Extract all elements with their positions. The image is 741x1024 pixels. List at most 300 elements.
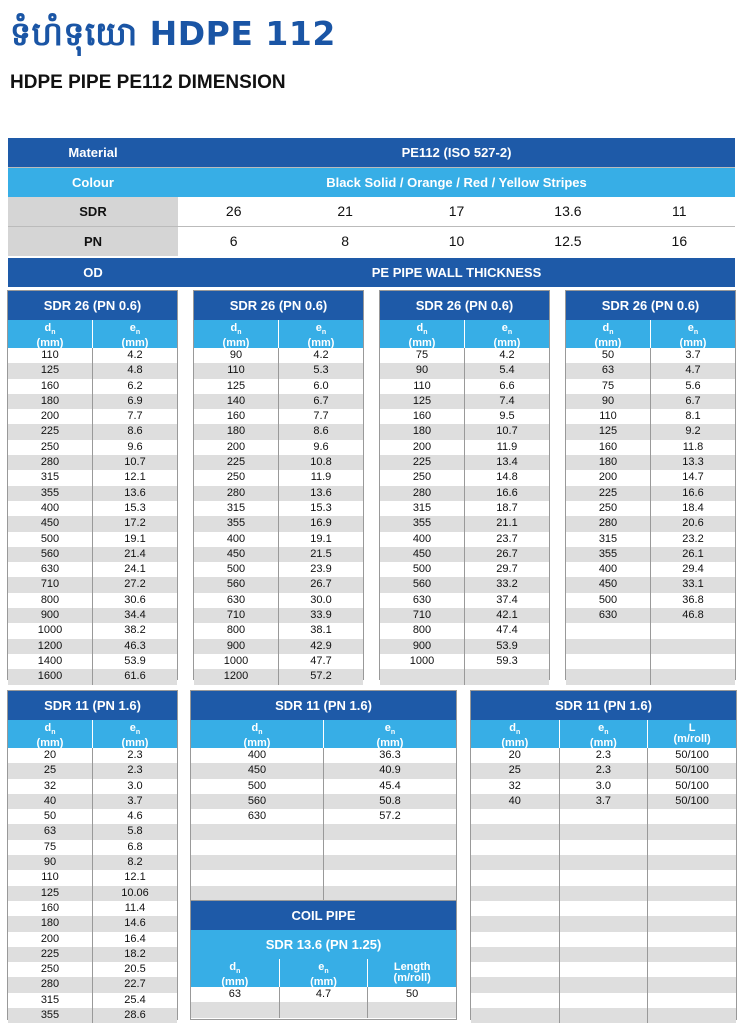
- table-cell: 6.7: [685, 394, 701, 407]
- table-row: [194, 486, 363, 501]
- table-cell: 12.1: [124, 471, 146, 484]
- table-cell: 11.4: [124, 901, 146, 914]
- table-cell: 280: [194, 486, 279, 501]
- table-body: [8, 348, 177, 685]
- table-row: [8, 809, 177, 824]
- table-row: [8, 440, 177, 455]
- table-cell: 37.4: [496, 593, 518, 606]
- table-row: [8, 824, 177, 839]
- od-label: OD: [83, 265, 103, 280]
- table-cell: 110: [380, 379, 465, 394]
- table-row: [566, 379, 735, 394]
- table-cell: 225: [8, 947, 93, 962]
- table-row: [380, 577, 549, 592]
- table-row: [380, 562, 549, 577]
- table-row: [566, 348, 735, 363]
- table-cell: 1000: [194, 654, 279, 669]
- table-cell: 33.2: [496, 578, 518, 591]
- table-cell: 160: [8, 901, 93, 916]
- table-row: [194, 440, 363, 455]
- table-cell: 355: [380, 516, 465, 531]
- table-body: [566, 348, 735, 685]
- table-row: [566, 363, 735, 378]
- table-row: [194, 501, 363, 516]
- table-cell: 250: [8, 962, 93, 977]
- sdr-label: SDR: [8, 197, 178, 226]
- table-cell: 250: [566, 501, 651, 516]
- table-cell: [471, 932, 560, 947]
- table-cell: 9.5: [499, 410, 515, 423]
- table-row: [194, 516, 363, 531]
- table-row: [194, 562, 363, 577]
- table-cell: 180: [8, 394, 93, 409]
- table-row: [191, 1002, 456, 1017]
- table-row: [471, 779, 736, 794]
- table-cell: 16.6: [682, 486, 704, 499]
- table-cell: 450: [8, 516, 93, 531]
- table-row: [566, 424, 735, 439]
- table-cell: 450: [191, 763, 324, 778]
- table-cell: 710: [380, 608, 465, 623]
- sdr-value: 11: [672, 203, 687, 219]
- column-header: $e_n$ (mm): [121, 722, 149, 750]
- material-value: PE112 (ISO 527-2): [401, 145, 512, 160]
- table-cell: 63: [8, 824, 93, 839]
- table-cell: 560: [8, 547, 93, 562]
- table-cell: [191, 886, 324, 901]
- table-row: [8, 501, 177, 516]
- table-cell: 50/100: [675, 764, 709, 777]
- table-cell: 10.06: [121, 886, 149, 899]
- table-row: [8, 409, 177, 424]
- table-cell: 500: [8, 532, 93, 547]
- table-cell: 400: [8, 501, 93, 516]
- table-subheader: [191, 959, 456, 987]
- table-cell: 17.2: [124, 517, 146, 530]
- table-cell: [471, 993, 560, 1008]
- table-cell: 30.6: [124, 593, 146, 606]
- table-cell: [560, 932, 649, 947]
- table-cell: 180: [380, 424, 465, 439]
- table-row: [8, 669, 177, 684]
- table-cell: [471, 1008, 560, 1023]
- table-body: [471, 748, 736, 1023]
- sdr-value: 17: [448, 203, 465, 219]
- table-row: [566, 654, 735, 669]
- table-cell: 4.2: [499, 349, 515, 361]
- table-cell: 200: [566, 470, 651, 485]
- table-row: [194, 577, 363, 592]
- table-row: [8, 916, 177, 931]
- table-cell: [471, 962, 560, 977]
- table-cell: 630: [194, 593, 279, 608]
- table-cell: 75: [566, 379, 651, 394]
- table-cell: [560, 916, 649, 931]
- table-row: [8, 486, 177, 501]
- table-cell: 315: [8, 470, 93, 485]
- table-cell: 29.7: [496, 563, 518, 576]
- page-title: ទំហំទុយោ HDPE 112: [10, 14, 336, 53]
- sdr-value: 13.6: [554, 203, 582, 219]
- table-cell: 59.3: [496, 654, 518, 667]
- table-cell: 14.8: [496, 471, 518, 484]
- table-cell: 125: [566, 424, 651, 439]
- table-subheader: [471, 720, 736, 748]
- column-header: $d_n$ (mm): [566, 320, 651, 348]
- table-row: [566, 394, 735, 409]
- table-cell: 125: [380, 394, 465, 409]
- table-row: [8, 470, 177, 485]
- table-cell: 900: [8, 608, 93, 623]
- table-cell: [560, 993, 649, 1008]
- table-row: [8, 654, 177, 669]
- table-cell: 4.2: [127, 349, 143, 361]
- column-header: $d_n$ (mm): [8, 320, 93, 348]
- table-row: [194, 593, 363, 608]
- table-cell: 250: [8, 440, 93, 455]
- table-cell: 1600: [8, 669, 93, 684]
- table-cell: 800: [194, 623, 279, 638]
- table-cell: 2.3: [127, 749, 143, 761]
- pn-value: 8: [341, 233, 349, 249]
- table-cell: 8.1: [685, 410, 701, 423]
- table-cell: 160: [566, 440, 651, 455]
- column-header: Length (m/roll): [393, 961, 431, 984]
- table-cell: 21.5: [310, 547, 332, 560]
- table-row: [8, 608, 177, 623]
- table-cell: [648, 947, 736, 962]
- table-cell: 9.2: [685, 425, 701, 438]
- table-row: [566, 455, 735, 470]
- table-cell: 20.6: [682, 517, 704, 530]
- colour-row: [8, 168, 735, 197]
- table-cell: 7.7: [127, 410, 143, 423]
- table-cell: 25.4: [124, 993, 146, 1006]
- table-cell: 20: [8, 748, 93, 763]
- table-cell: 21.4: [124, 547, 146, 560]
- table-cell: 14.6: [124, 917, 146, 930]
- table-row: [194, 394, 363, 409]
- table-cell: 1400: [8, 654, 93, 669]
- table-row: [380, 608, 549, 623]
- table-row: [194, 639, 363, 654]
- column-header: $e_n$ (mm): [376, 722, 404, 750]
- table-cell: [324, 824, 456, 839]
- table-cell: 400: [191, 748, 324, 763]
- table-cell: [651, 623, 735, 638]
- table-row: [8, 516, 177, 531]
- table-row: [471, 855, 736, 870]
- table-cell: 800: [380, 623, 465, 638]
- table-cell: 24.1: [124, 563, 146, 576]
- table-cell: [471, 916, 560, 931]
- table-cell: 280: [566, 516, 651, 531]
- table-row: [8, 855, 177, 870]
- table-cell: 40.9: [379, 764, 401, 777]
- column-header: $e_n$ (mm): [493, 322, 521, 350]
- table-cell: 50: [406, 988, 419, 1000]
- table-row: [380, 593, 549, 608]
- table-cell: 10.7: [124, 456, 146, 469]
- table-row: [380, 486, 549, 501]
- table-cell: 200: [194, 440, 279, 455]
- table-cell: 27.2: [124, 578, 146, 591]
- table-cell: 14.7: [682, 471, 704, 484]
- table-cell: 50: [566, 348, 651, 363]
- material-row: [8, 138, 735, 168]
- table-row: [471, 993, 736, 1008]
- table-row: [8, 424, 177, 439]
- table-cell: 11.9: [310, 471, 332, 484]
- table-cell: [560, 809, 649, 824]
- table-cell: 355: [566, 547, 651, 562]
- table-cell: [471, 901, 560, 916]
- table-cell: [566, 669, 651, 684]
- table-cell: [324, 855, 456, 870]
- table-cell: 25: [471, 763, 560, 778]
- column-header: $e_n$ (mm): [121, 322, 149, 350]
- table-cell: 21.1: [496, 517, 518, 530]
- column-header: $d_n$ (mm): [194, 320, 279, 348]
- table-cell: 900: [380, 639, 465, 654]
- table-cell: 3.0: [127, 779, 143, 792]
- table-row: [194, 608, 363, 623]
- table-cell: 1200: [194, 669, 279, 684]
- table-title: SDR 26 (PN 0.6): [566, 291, 735, 320]
- table-cell: [560, 977, 649, 992]
- table-cell: [566, 623, 651, 638]
- table-cell: 2.3: [560, 748, 649, 763]
- table-cell: [560, 855, 649, 870]
- table-row: [8, 748, 177, 763]
- pn-row: [8, 227, 735, 256]
- table-row: [8, 901, 177, 916]
- table-cell: 53.9: [496, 639, 518, 652]
- table-cell: 315: [566, 532, 651, 547]
- table-row: [194, 669, 363, 684]
- table-row: [566, 593, 735, 608]
- table-cell: 40: [471, 794, 560, 809]
- spec-table: [8, 138, 735, 287]
- table-cell: [324, 840, 456, 855]
- table-cell: 47.4: [496, 624, 518, 637]
- table-cell: 630: [8, 562, 93, 577]
- table-cell: [471, 947, 560, 962]
- table-cell: [560, 824, 649, 839]
- table-cell: 315: [8, 993, 93, 1008]
- sdr26-table-2: [193, 290, 364, 683]
- table-body: [191, 987, 456, 1018]
- table-cell: 630: [566, 608, 651, 623]
- table-cell: 1000: [8, 623, 93, 638]
- sdr-value: 21: [337, 203, 353, 219]
- table-row: [566, 409, 735, 424]
- table-row: [380, 424, 549, 439]
- table-row: [8, 348, 177, 363]
- table-cell: [648, 932, 736, 947]
- table-row: [8, 547, 177, 562]
- table-row: [566, 501, 735, 516]
- column-header: $d_n$ (mm): [471, 720, 560, 748]
- table-cell: 20: [471, 748, 560, 763]
- table-cell: 2.3: [560, 763, 649, 778]
- table-cell: 32: [8, 779, 93, 794]
- table-cell: 630: [191, 809, 324, 824]
- pn-values: [178, 227, 735, 256]
- table-cell: [465, 669, 549, 684]
- table-cell: 13.4: [496, 456, 518, 469]
- table-cell: 560: [380, 577, 465, 592]
- table-title: SDR 26 (PN 0.6): [194, 291, 363, 320]
- table-cell: 90: [380, 363, 465, 378]
- table-cell: 57.2: [310, 670, 332, 683]
- table-row: [380, 470, 549, 485]
- table-cell: 225: [194, 455, 279, 470]
- table-cell: 29.4: [682, 563, 704, 576]
- table-cell: 26.7: [496, 547, 518, 560]
- table-cell: [651, 654, 735, 669]
- material-label: Material: [68, 145, 118, 160]
- table-title: SDR 11 (PN 1.6): [8, 691, 177, 720]
- table-cell: 19.1: [124, 532, 146, 545]
- table-row: [8, 593, 177, 608]
- table-cell: 355: [8, 486, 93, 501]
- table-row: [194, 470, 363, 485]
- table-cell: 200: [8, 409, 93, 424]
- table-cell: 6.8: [127, 840, 143, 853]
- pn-value: 16: [671, 233, 688, 249]
- table-body: [380, 348, 549, 685]
- table-row: [191, 794, 456, 809]
- table-cell: 450: [194, 547, 279, 562]
- table-cell: 10.8: [310, 456, 332, 469]
- table-cell: 315: [194, 501, 279, 516]
- table-cell: [651, 669, 735, 684]
- page-subtitle: HDPE PIPE PE112 DIMENSION: [10, 72, 286, 93]
- table-row: [380, 409, 549, 424]
- table-cell: 50: [8, 809, 93, 824]
- table-cell: 250: [194, 470, 279, 485]
- table-cell: 500: [191, 779, 324, 794]
- table-cell: 200: [8, 932, 93, 947]
- table-row: [8, 763, 177, 778]
- table-cell: [191, 870, 324, 885]
- table-cell: 280: [8, 455, 93, 470]
- table-cell: 250: [380, 470, 465, 485]
- table-cell: 38.1: [310, 624, 332, 637]
- table-cell: [560, 901, 649, 916]
- table-row: [380, 623, 549, 638]
- table-cell: 6.6: [499, 379, 515, 392]
- table-cell: [560, 870, 649, 885]
- table-cell: [560, 840, 649, 855]
- table-cell: 13.3: [682, 456, 704, 469]
- table-cell: 15.3: [310, 501, 332, 514]
- table-cell: 5.4: [499, 364, 515, 377]
- table-cell: [471, 809, 560, 824]
- table-cell: 90: [8, 855, 93, 870]
- sdr11-table-2: [190, 690, 457, 902]
- table-cell: 5.8: [127, 825, 143, 838]
- table-cell: 36.3: [379, 749, 401, 761]
- table-cell: [191, 1002, 280, 1017]
- table-cell: 900: [194, 639, 279, 654]
- table-row: [191, 779, 456, 794]
- table-row: [380, 639, 549, 654]
- pn-value: 10: [448, 233, 465, 249]
- table-row: [471, 901, 736, 916]
- table-cell: 18.4: [682, 501, 704, 514]
- table-cell: 15.3: [124, 501, 146, 514]
- table-cell: 8.6: [127, 425, 143, 438]
- table-row: [380, 455, 549, 470]
- table-cell: [191, 855, 324, 870]
- table-row: [566, 486, 735, 501]
- table-cell: 19.1: [310, 532, 332, 545]
- table-cell: 180: [194, 424, 279, 439]
- table-cell: 9.6: [127, 440, 143, 453]
- table-subheader: [566, 320, 735, 348]
- table-cell: 28.6: [124, 1009, 146, 1022]
- table-cell: 40: [8, 794, 93, 809]
- table-cell: 50.8: [379, 794, 401, 807]
- table-cell: [324, 870, 456, 885]
- table-subheader: [191, 720, 456, 748]
- table-cell: [648, 809, 736, 824]
- table-cell: 23.9: [310, 563, 332, 576]
- table-row: [191, 763, 456, 778]
- table-row: [566, 516, 735, 531]
- table-cell: 800: [8, 593, 93, 608]
- table-row: [8, 932, 177, 947]
- table-cell: 26.1: [682, 547, 704, 560]
- table-row: [8, 993, 177, 1008]
- table-row: [8, 532, 177, 547]
- table-row: [191, 987, 456, 1002]
- table-subheader: [8, 320, 177, 348]
- table-row: [8, 886, 177, 901]
- table-row: [8, 977, 177, 992]
- table-cell: 560: [194, 577, 279, 592]
- table-row: [566, 608, 735, 623]
- table-cell: 6.7: [313, 394, 329, 407]
- table-body: [8, 748, 177, 1023]
- sdr-row: [8, 197, 735, 227]
- column-header: $d_n$ (mm): [380, 320, 465, 348]
- table-cell: [566, 654, 651, 669]
- table-cell: 225: [566, 486, 651, 501]
- table-row: [8, 870, 177, 885]
- table-cell: 180: [566, 455, 651, 470]
- table-row: [8, 562, 177, 577]
- table-row: [8, 379, 177, 394]
- table-row: [566, 470, 735, 485]
- table-cell: 11.9: [496, 440, 518, 453]
- table-cell: [651, 639, 735, 654]
- sdr-values: [178, 197, 735, 226]
- colour-value: Black Solid / Orange / Red / Yellow Stripes: [326, 175, 587, 190]
- table-cell: 32: [471, 779, 560, 794]
- table-cell: 57.2: [379, 810, 401, 823]
- table-row: [380, 532, 549, 547]
- table-cell: 20.5: [124, 963, 146, 976]
- table-cell: 45.4: [379, 779, 401, 792]
- table-cell: 500: [380, 562, 465, 577]
- colour-label: Colour: [72, 175, 114, 190]
- table-row: [471, 794, 736, 809]
- table-cell: 355: [8, 1008, 93, 1023]
- table-row: [194, 348, 363, 363]
